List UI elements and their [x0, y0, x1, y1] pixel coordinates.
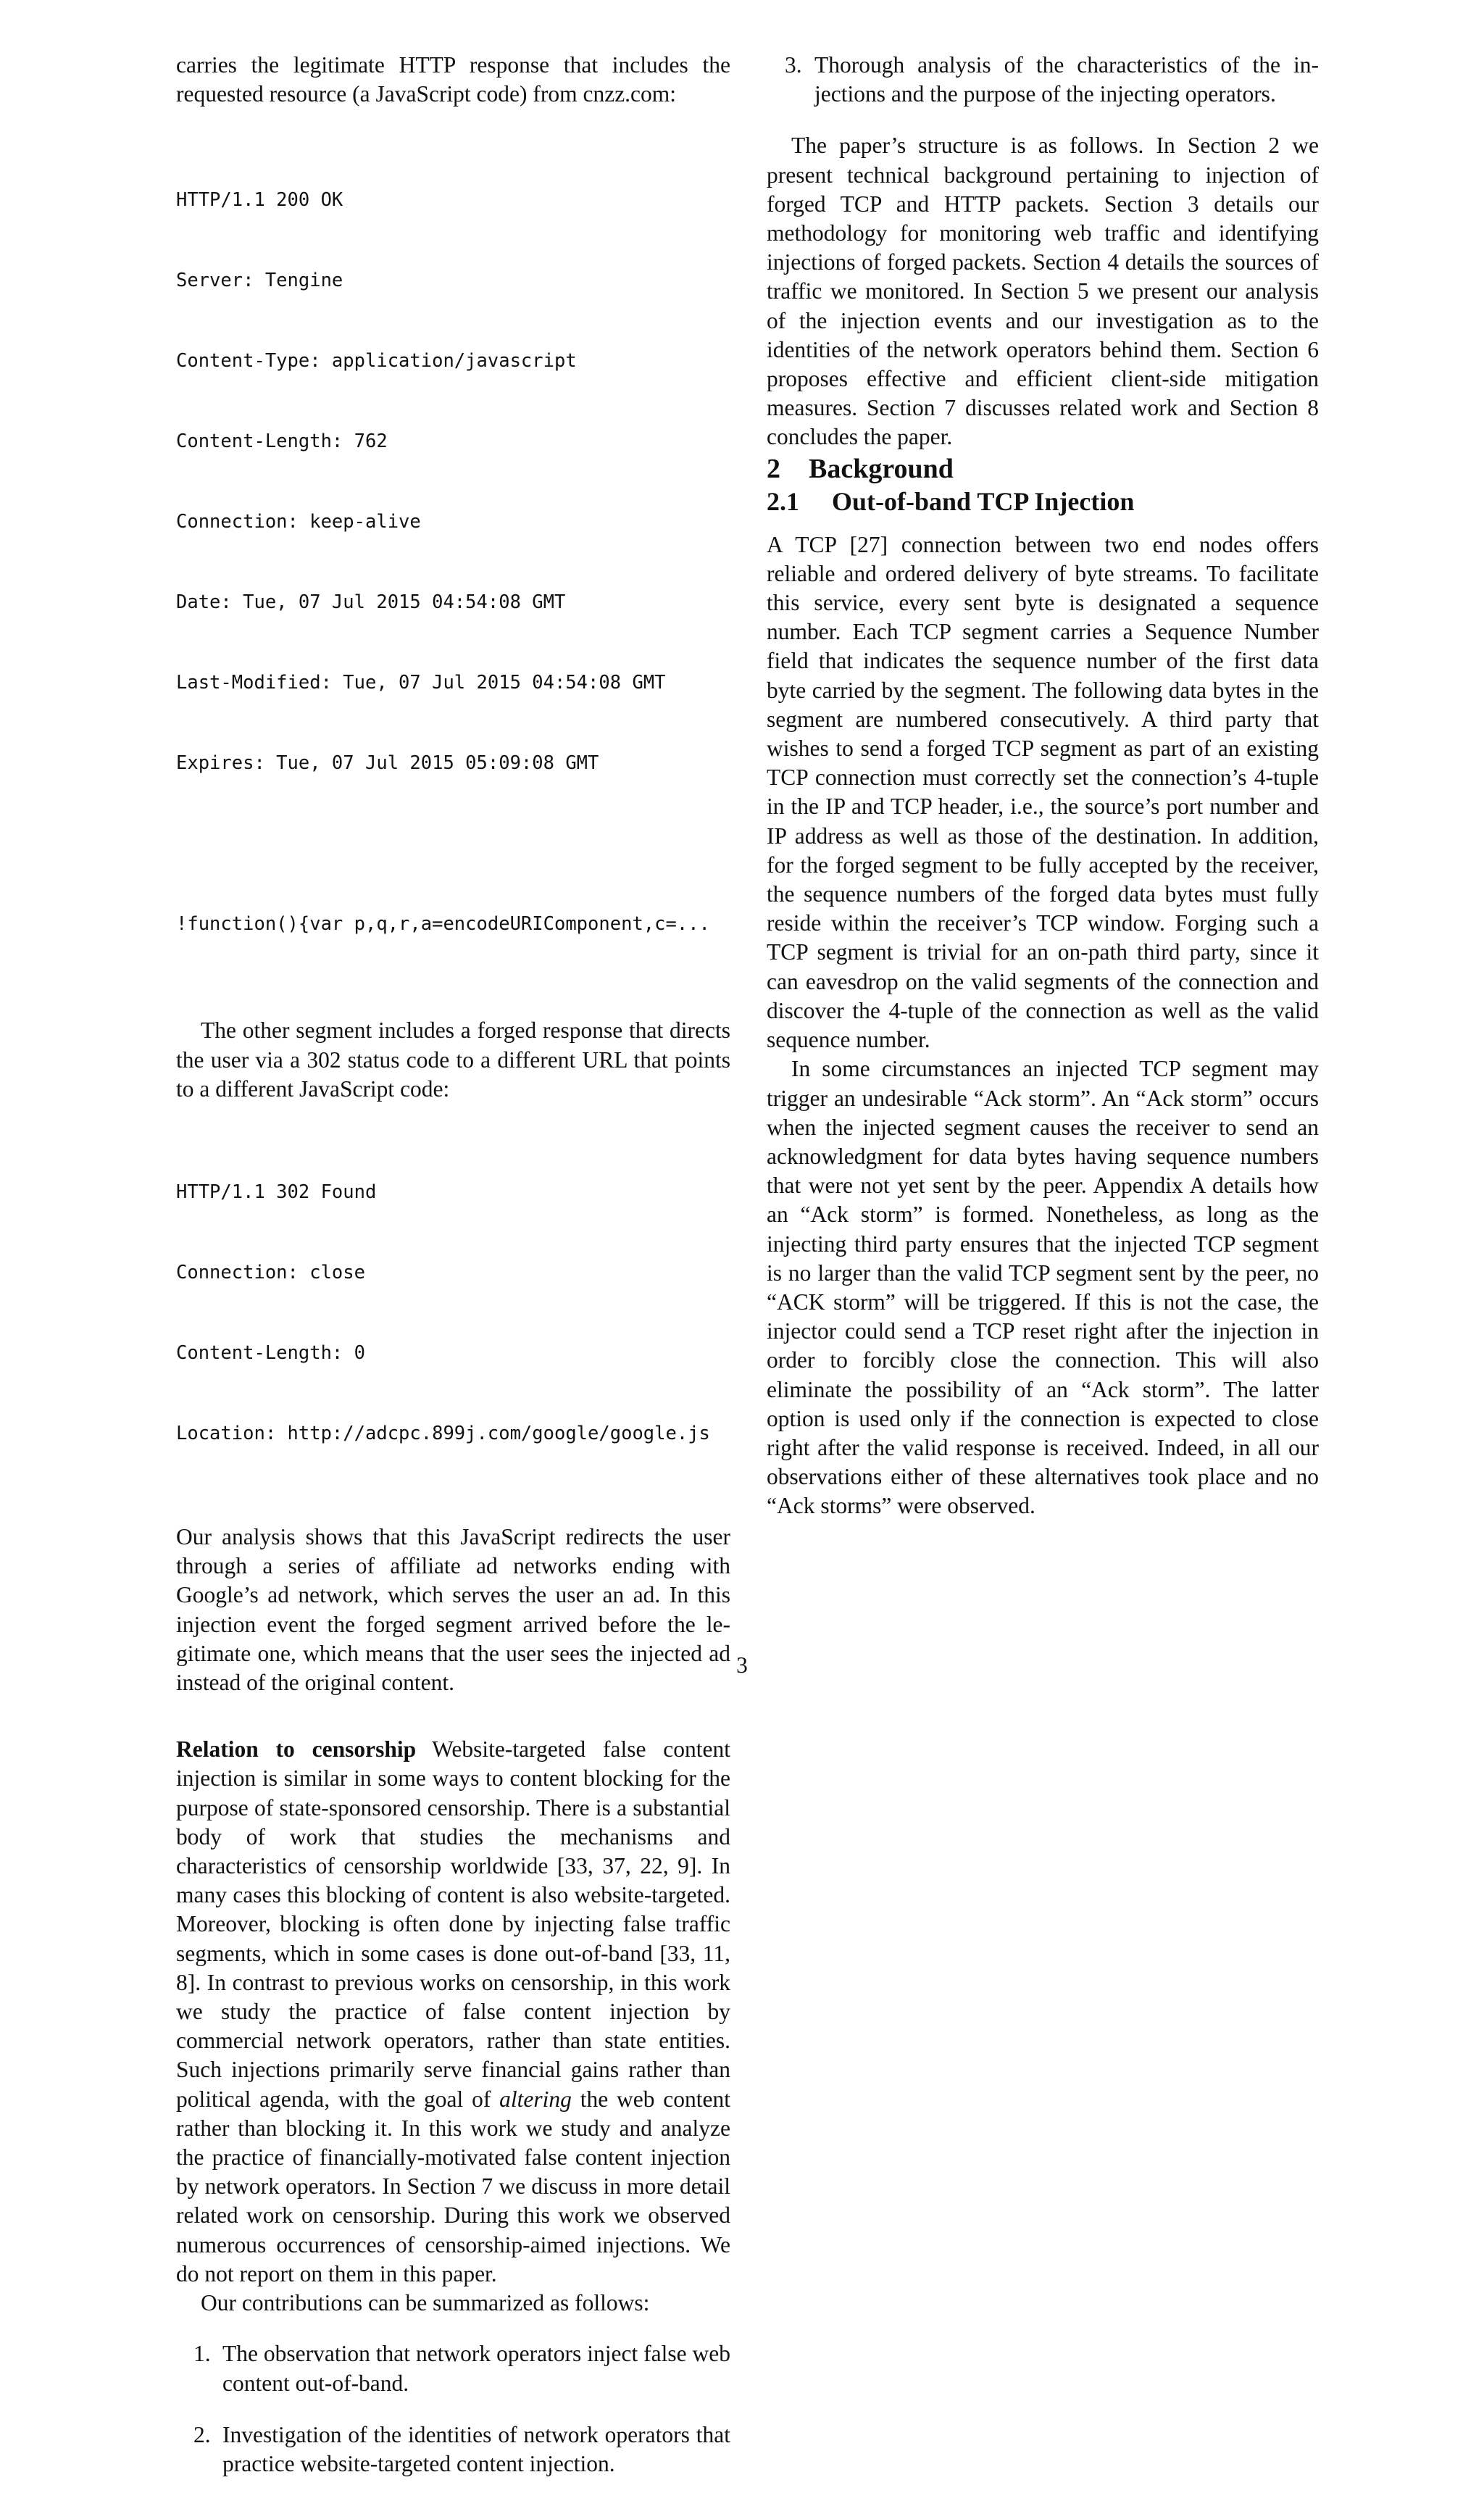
code-line: Location: http://adcpc.899j.com/google/google.js: [176, 1423, 710, 1445]
subsection-title: Out-of-band TCP Injection: [832, 486, 1135, 516]
list-item-number: 2.: [193, 2421, 211, 2447]
subsection-number: 2.1: [767, 486, 799, 516]
page-number: 3: [736, 1652, 748, 1678]
list-item-text: The observation that network operators inject false web content out-of-band.: [222, 2341, 730, 2396]
left-column: [176, 51, 730, 2501]
runin-heading: Relation to censorship: [176, 1736, 417, 1763]
list-item-number: 1.: [193, 2341, 211, 2367]
code-line: Server: Tengine: [176, 270, 343, 292]
list-item: [176, 2339, 730, 2397]
code-line: Expires: Tue, 07 Jul 2015 05:09:08 GMT: [176, 752, 599, 775]
list-item-text: Investigation of the identities of network operators that practice website-targeted content injection.: [222, 2421, 730, 2476]
http-redirect-code-block: [176, 1125, 730, 1501]
list-item-text: Thorough analysis of the characteristics of the injections and the purpose of the injecting operators.: [814, 52, 1319, 107]
code-line: Content-Length: 762: [176, 430, 388, 453]
right-column: [767, 51, 1319, 1521]
list-item: [767, 51, 1319, 109]
paragraph-intro: carries the legitimate HTTP response that includes the requested resource (a JavaScript code) from cnzz.com:: [176, 52, 730, 107]
code-line: Content-Length: 0: [176, 1342, 365, 1365]
relation-text-part-2: the web content rather than blocking it. In this work we study and analyze the practice of financially-motivated false content injection by network operators. In Section 7 we discuss in more detail related work on censorship. During this work we observed numerous occurrences of censorship-aimed injections. We do not report on them in this paper.: [176, 2086, 730, 2286]
section-heading: [767, 452, 1319, 486]
contributions-list-continued: [767, 51, 1319, 109]
code-line: Connection: keep-alive: [176, 511, 421, 533]
code-line: HTTP/1.1 302 Found: [176, 1181, 377, 1204]
paragraph-forged-response: The other segment includes a forged response that directs the user via a 302 status code to a different URL that points to a different JavaScript code:: [176, 1018, 730, 1102]
code-line: Content-Type: application/javascript: [176, 350, 577, 373]
code-line: Last-Modified: Tue, 07 Jul 2015 04:54:08 GMT: [176, 672, 666, 694]
code-line: !function(){var p,q,r,a=encodeURIComponent,c=...: [176, 913, 710, 936]
javascript-code-line: [176, 857, 730, 991]
relation-emphasis: altering: [499, 2086, 572, 2112]
paragraph-paper-structure: The paper’s structure is as follows. In Section 2 we present technical background pertaining to injection of forged TCP and HTTP packets. Section 3 details our methodology for monitoring web traffic and identifying injections of forged packets. Section 4 details the sources of traffic we monitored. In Section 5 we present our analysis of the injection events and our investigation as to the identities of the network operators behind them. Section 6 proposes effective and efficient client-side mitigation measures. Section 7 discusses related work and Section 8 concludes the paper.: [767, 133, 1319, 450]
contributions-list: [176, 2339, 730, 2479]
paragraph-contributions-intro: Our contributions can be summarized as follows:: [201, 2290, 650, 2316]
http-response-code-block: [176, 133, 730, 831]
code-line: Date: Tue, 07 Jul 2015 04:54:08 GMT: [176, 591, 566, 614]
code-line: HTTP/1.1 200 OK: [176, 189, 343, 212]
list-item-number: 3.: [785, 52, 802, 78]
code-line: Connection: close: [176, 1262, 365, 1284]
paragraph-tcp: A TCP [27] connection between two end nodes offers reliable and ordered delivery of byte streams. To facilitate this service, every sent byte is designated a sequence number. Each TCP segment carries a Sequence Number field that indicates the sequence number of the first data byte carried by the segment. The following data bytes in the segment are numbered consecutively. A third party that wishes to send a forged TCP segment as part of an existing TCP connection must correctly set the connection’s 4-tuple in the IP and TCP header, i.e., the source’s port number and IP address as well as those of the destination. In addition, for the forged segment to be fully accepted by the receiver, the sequence numbers of the forged data bytes must fully reside within the receiver’s TCP window. Forging such a TCP segment is trivial for an on-path third party, since it can eavesdrop on the valid segments of the connection and discover the 4-tuple of the connection as well as the valid sequence number.: [767, 531, 1319, 1053]
section-number: 2: [767, 453, 780, 484]
subsection-heading: [767, 486, 1319, 517]
paragraph-ack-storm: In some circumstances an injected TCP segment may trigger an undesirable “Ack storm”. An “Ack storm” occurs when the injected segment causes the receiver to send an acknowledgment for data bytes having sequence numbers that were not yet sent by the peer. Appendix A details how an “Ack storm” is formed. Nonetheless, as long as the injecting third party ensures that the injected TCP segment is no larger than the valid TCP segment sent by the peer, no “ACK storm” will be triggered. If this is not the case, the injector could send a TCP reset right after the injection in order to forcibly close the connection. This will also eliminate the possibility of an “Ack storm”. The latter option is used only if the connection is expected to close right after the valid response is received. Indeed, in all our observations either of these alternatives took place and no “Ack storms” were observed.: [767, 1056, 1319, 1519]
list-item: [176, 2421, 730, 2479]
paragraph-analysis: Our analysis shows that this JavaScript redirects the user through a series of affiliate ad networks ending with Google’s ad network, which serves the user an ad. In this injection event the forged segment arrived before the legitimate one, which means that the user sees the injected ad instead of the original content.: [176, 1524, 730, 1696]
paragraph-relation-to-censorship: [176, 1735, 730, 2289]
relation-text-part-1: Website-targeted false content injection is similar in some ways to content blocking for the purpose of state-sponsored censorship. There is a substantial body of work that studies the mechanisms and characteristics of censorship worldwide [33, 37, 22, 9]. In many cases this blocking of content is also website-targeted. Moreover, blocking is often done by injecting false traffic segments, which in some cases is done out-of-band [33, 11, 8]. In contrast to previous works on censorship, in this work we study the practice of false content injection by commercial network operators, rather than state entities. Such injections primarily serve financial gains rather than political agenda, with the goal of: [176, 1736, 730, 2112]
section-title: Background: [809, 453, 954, 484]
